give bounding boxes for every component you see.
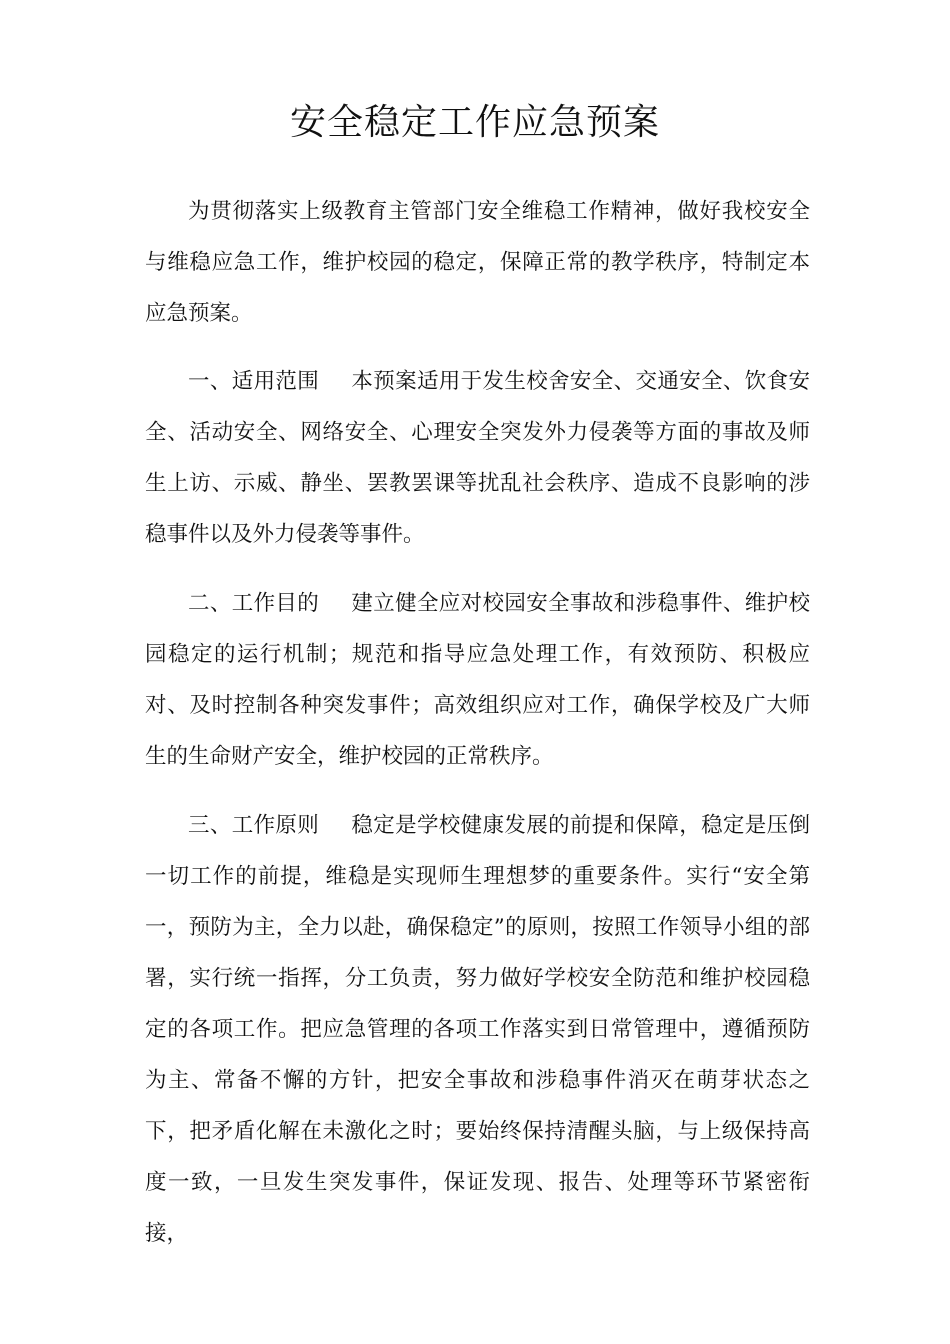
document-title: 安全稳定工作应急预案 — [289, 102, 660, 143]
section-body: 建立健全应对校园安全事故和涉稳事件、维护校园稳定的运行机制；规范和指导应急处理工作，有效预防、积极应对、及时控制各种突发事件；高效组织应对工作，确保学校及广大师生的生命财产安全，维护校园的正常秩序。 — [145, 591, 810, 769]
section-body: 稳定是学校健康发展的前提和保障，稳定是压倒一切工作的前提，维稳是实现师生理想梦的重要条件。实行“安全第一，预防为主，全力以赴，确保稳定”的原则，按照工作领导小组的部署，实行统一指挥，分工负责，努力做好学校安全防范和维护校园稳定的各项工作。把应急管理的各项工作落实到日常管理中，遵循预防为主、常备不懈的方针，把安全事故和涉稳事件消灭在萌芽状态之下，把矛盾化解在未激化之时；要始终保持清醒头脑，与上级保持高度一致，一旦发生突发事件，保证发现、报告、处理等环节紧密衔接， — [145, 813, 810, 1246]
section-purpose — [145, 578, 810, 782]
intro-paragraph: 为贯彻落实上级教育主管部门安全维稳工作精神，做好我校安全与维稳应急工作，维护校园的稳定，保障正常的教学秩序，特制定本应急预案。 — [145, 199, 810, 326]
section-heading: 三、工作原则 — [188, 813, 320, 838]
section-scope — [145, 356, 810, 560]
section-body: 本预案适用于发生校舍安全、交通安全、饮食安全、活动安全、网络安全、心理安全突发外力侵袭等方面的事故及师生上访、示威、静坐、罢教罢课等扰乱社会秩序、造成不良影响的涉稳事件以及外力侵袭等事件。 — [145, 369, 810, 547]
section-heading: 一、适用范围 — [188, 369, 320, 394]
section-heading: 二、工作目的 — [188, 591, 320, 616]
section-principles — [145, 800, 810, 1259]
